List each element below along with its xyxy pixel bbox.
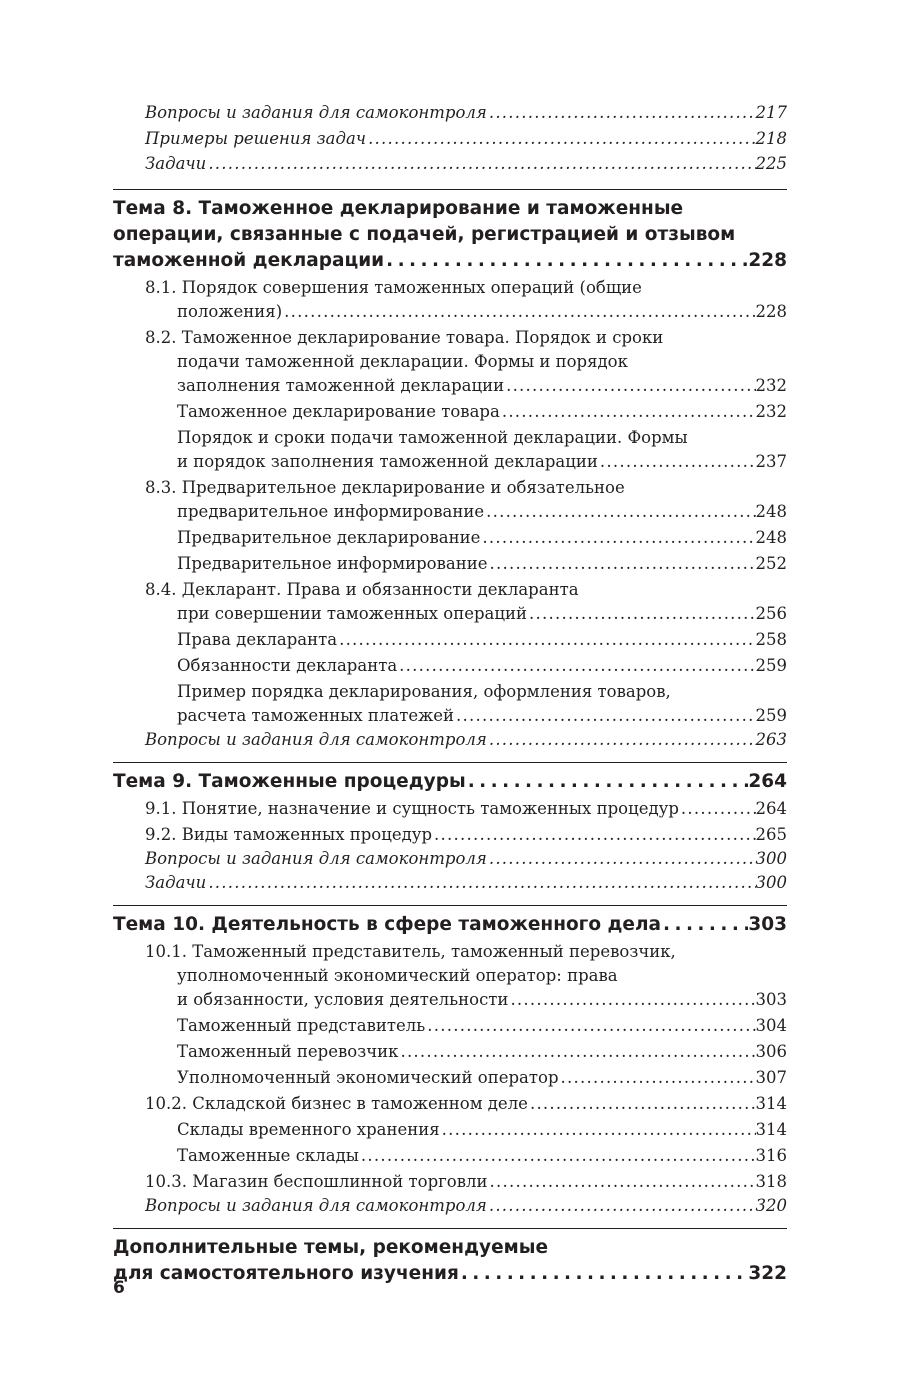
subsection-entry[interactable]: Склады временного хранения . . . 314 xyxy=(113,1118,787,1142)
subsection-entry[interactable]: Уполномоченный экономический оператор . . . 307 xyxy=(113,1066,787,1090)
section-10-1[interactable]: 10.1. Таможенный представитель, таможенный перевозчик, уполномоченный экономический оператор: права и обязанности, условия деятельности . . . 303 xyxy=(113,940,787,1012)
subsection-entry[interactable]: Предварительное декларирование . . . 248 xyxy=(113,526,787,550)
topic-10-heading[interactable]: Тема 10. Деятельность в сфере таможенного дела . . . 303 xyxy=(113,905,787,938)
section-8-1[interactable]: 8.1. Порядок совершения таможенных операций (общие положения) . . . 228 xyxy=(113,276,787,324)
subsection-entry[interactable]: Пример порядка декларирования, оформления товаров, расчета таможенных платежей . . . 259 xyxy=(113,680,787,728)
topic-8-heading[interactable]: Тема 8. Таможенное декларирование и таможенные операции, связанные с подачей, регистрацией и отзывом таможенной декларации . . . 228 xyxy=(113,189,787,274)
section-8-4[interactable]: 8.4. Декларант. Права и обязанности декларанта при совершении таможенных операций . . . 256 xyxy=(113,578,787,626)
section-9-2[interactable]: 9.2. Виды таможенных процедур . . . 265 xyxy=(113,823,787,847)
subsection-entry[interactable]: Таможенный перевозчик . . . 306 xyxy=(113,1040,787,1064)
subsection-entry[interactable]: Предварительное информирование . . . 252 xyxy=(113,552,787,576)
table-of-contents xyxy=(113,100,787,1287)
subsection-entry[interactable]: Таможенный представитель . . . 304 xyxy=(113,1014,787,1038)
toc-entry[interactable]: Вопросы и задания для самоконтроля . . . 263 xyxy=(113,728,787,752)
toc-entry[interactable]: Вопросы и задания для самоконтроля . . . 300 xyxy=(113,847,787,871)
page-number: 6 xyxy=(113,1278,125,1298)
subsection-entry[interactable]: Порядок и сроки подачи таможенной декларации. Формы и порядок заполнения таможенной декларации . . . 237 xyxy=(113,426,787,474)
topic-9-heading[interactable]: Тема 9. Таможенные процедуры . . . 264 xyxy=(113,762,787,795)
subsection-entry[interactable]: Обязанности декларанта . . . 259 xyxy=(113,654,787,678)
subsection-entry[interactable]: Таможенные склады . . . 316 xyxy=(113,1144,787,1168)
toc-entry[interactable]: Примеры решения задач . . . 218 xyxy=(113,126,787,152)
extra-topics-heading[interactable]: Дополнительные темы, рекомендуемые для самостоятельного изучения . . . 322 xyxy=(113,1228,787,1287)
section-8-3[interactable]: 8.3. Предварительное декларирование и обязательное предварительное информирование . . . 248 xyxy=(113,476,787,524)
toc-entry[interactable]: Вопросы и задания для самоконтроля . . . 320 xyxy=(113,1194,787,1218)
subsection-entry[interactable]: Таможенное декларирование товара . . . 232 xyxy=(113,400,787,424)
toc-entry[interactable]: Задачи . . . 225 xyxy=(113,151,787,177)
section-10-2[interactable]: 10.2. Складской бизнес в таможенном деле . . . 314 xyxy=(113,1092,787,1116)
subsection-entry[interactable]: Права декларанта . . . 258 xyxy=(113,628,787,652)
section-10-3[interactable]: 10.3. Магазин беспошлинной торговли . . . 318 xyxy=(113,1170,787,1194)
toc-entry[interactable]: Задачи . . . 300 xyxy=(113,871,787,895)
section-9-1[interactable]: 9.1. Понятие, назначение и сущность таможенных процедур . . . 264 xyxy=(113,797,787,821)
toc-entry[interactable]: Вопросы и задания для самоконтроля . . . 217 xyxy=(113,100,787,126)
section-8-2[interactable]: 8.2. Таможенное декларирование товара. Порядок и сроки подачи таможенной декларации. Формы и порядок заполнения таможенной декларации . . . 232 xyxy=(113,326,787,398)
